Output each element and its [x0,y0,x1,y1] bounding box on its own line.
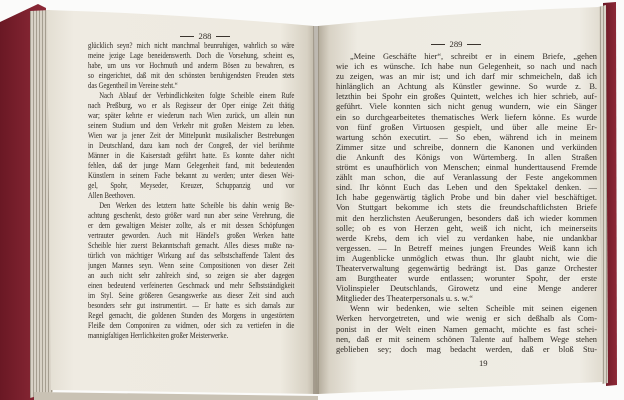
right-running-head [401,39,511,49]
text-line: Violinspieler Deutschlands, Girowetz und eine Menge anderer [336,284,597,294]
text-line: meine jezige Lage beneidenswerth. Doch die Vorsehung, scheint es, [88,51,295,60]
text-line: Männer in die Kaiserstadt geführt hatte. Es konnte daher nicht [88,151,295,160]
text-line: Mitglieder des Theaterpersonals u. s. w.“ [336,294,473,304]
text-line: ein so durchgearbeitetes thematisches Werk liefern könne. Es wurde [336,112,597,122]
text-line: geführt. Viele konnten sich nicht genug wundern, wie ein Sänger [336,102,597,112]
right-page-text [336,52,597,355]
text-line: vertrauter geworden. Auch mit Händel's großen Werken hatte [88,231,295,240]
text-line: glücklich seyn? mich nicht manchmal beunruhigen, wahrlich so wäre [88,41,295,50]
header-rule [467,44,481,45]
page-number: 289 [449,39,463,49]
text-line: Allen Beethoven. [88,191,135,200]
text-line: Ich habe gegenwärtig täglich Probe und bin daher viel beschäftiget. [336,193,597,203]
text-line: Wien war ja jener Zeit der Mittelpunkt musikalischer Bestrebungen [88,131,295,140]
text-line: Scheible hier zuerst Bekanntschaft gemacht. Alles dieses mußte na- [88,241,295,250]
header-rule [216,36,230,37]
text-line: Nach Ablauf der Verbindlichkeiten folgte Scheible einem Rufe [99,91,295,100]
text-line: Den Werken des letztern hatte Scheible bis dahin wenig Be- [99,201,295,210]
text-line: zählt man schon, die auf Veranlassung der Feste angekommen [336,173,597,183]
text-line: jungen Mannes seyn. Wenn seine Compositionen von dieser Zeit [88,261,295,270]
text-line: solle; ob es von Herzen geht, weiß ich nicht, ich meinerseits [336,223,597,233]
left-running-head [150,31,260,41]
text-line: so eingerichtet, daß mit den schönsten beruhigendsten Freuden stets [88,71,295,80]
text-line: war; später kehrte er wiederum nach Wien zurück, um allein nun [88,111,295,120]
text-line: an auch nicht sehr zahlreich sind, so zeigen sie aber dagegen [88,271,295,280]
text-line: Fleiße dem Componiren zu widmen, oder sich zu vertiefen in die [88,321,295,330]
text-line: mit den herzlichsten Aeußerungen, besonders daß ich wieder kommen [336,213,597,223]
text-line: nach Preßburg, wo er als Regisseur der Oper einige Zeit thätig [88,101,295,110]
header-rule [431,44,445,45]
left-page-text [88,41,294,341]
text-line: zu zeigen, was an mir ist; und ich darf mir schmeicheln, daß ich [336,72,597,82]
text-line: einen bedeutend verfeinerten Geschmack und mehr Selbstständigkeit [88,281,295,290]
text-line: Von Stuttgart bekomme ich stets die freundschaftlichsten Briefe [336,203,597,213]
text-line: fehlen, daß der junge Mann Gelegenheit fand, mit bedeutenden [88,161,295,170]
text-line: die Ankunft des Königs von Würtemberg. In allen Straßen [336,152,597,162]
text-line: Werken hervorgetreten, und wie wenig er sich deßhalb als Com- [336,314,597,324]
text-line: wartung schön executirt. — So eben, während ich in meinem [336,132,597,142]
text-line: er dem gewaltigen Meister zollte, als er mit dessen Schöpfungen [88,221,295,230]
text-line: ponist in der Welt einen Namen gemacht, möchte es fast schei- [336,324,597,334]
text-line: im Styl. Seine größeren Gesangswerke aus dieser Zeit sind auch [88,291,295,300]
text-line: werde Krebs, dem ich viel zu verdanken habe, nie undankbar [336,233,597,243]
text-line: hinlänglich an Achtung als Künstler gewinne. So wurde z. B. [336,82,597,92]
text-line: Wenn wir bedenken, wie selten Scheible mit seinen eigenen [350,304,597,314]
text-line: gel, Spohr, Meyseder, Kreuzer, Schuppanzig und vor [88,181,295,190]
page-number: 288 [198,31,212,41]
text-line: strömt es unaufhörlich von Menschen; einmal hunderttausend Fremde [336,163,597,173]
text-line: Künstlern in seinem Fache bekannt zu werden; unter diesen Wei- [88,171,295,180]
text-line: wie ich es wünsche. Ich habe nun Gelegenheit, so nach und nach [336,62,597,72]
text-line: im Augenblicke unmöglich etwas thun. Ihr glaubt nicht, wie die [336,253,597,263]
text-line: letzthin bei Spohr ein großes Quintett, welches ich hier schrieb, auf- [336,92,597,102]
text-line: sind. Ihr könnt Euch das Leben und den Spektakel denken. — [336,183,597,193]
text-line: in Deutschland, dazu kam noch der Congreß, der viel berühmte [88,141,295,150]
header-rule [180,36,194,37]
spine-fold [313,26,319,394]
text-line: achtung geschenkt, desto größer ward nun aber seine Verehrung, die [88,211,295,220]
text-line: mannigfaltigen Herrlichkeiten großer Meisterwerke. [88,331,229,340]
text-line: vergessen. — In Betreff meines jungen Freundes Weiß kann ich [336,243,597,253]
text-line: am Burgtheater wurde entlassen; worunter Spohr, der erste [336,274,597,284]
text-line: Regel gemacht, die goldenen Stunden des Morgens in ungestörtem [88,311,295,320]
text-line: geblieben sey; doch mag bedacht werden, daß er bloß Stu- [336,344,597,354]
text-line: Zimmer sitze und schreibe, donnern die Kanonen und verkünden [336,142,597,152]
text-line: seinem Studium und dem Verkehr mit großen Meistern zu leben. [88,121,295,130]
text-line: türlich von mächtiger Wirkung auf das selbstschaffende Talent des [88,251,295,260]
text-line: „Meine Geschäfte hier“, schreibt er in einem Briefe, „gehen [350,52,597,61]
text-line: habe, um uns vor Hochmuth und anderm Bösen zu bewahren, es [88,61,295,70]
signature-mark: 19 [479,358,488,368]
text-line: das Gegentheil im Vereine steht.“ [88,81,178,90]
text-line: besonders sehr gut instrumentirt. — Er hatte es sich damals zur [88,301,295,310]
text-line: nen, daß er mit seinem schönen Talente auf halbem Wege stehen [336,334,597,344]
text-line: von fünf großen Virtuosen gespielt, und über alle meine Er- [336,122,597,132]
text-line: Theaterverwaltung gegenwärtig bedrängt ist. Das ganze Orchester [336,263,597,273]
